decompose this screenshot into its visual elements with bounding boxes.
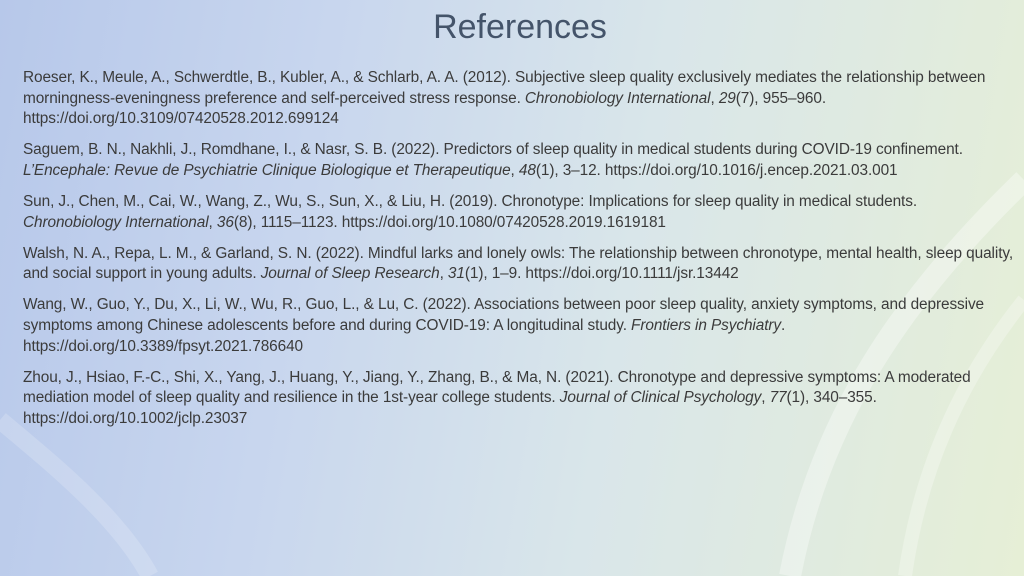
reference-item: Sun, J., Chen, M., Cai, W., Wang, Z., Wu, S., Sun, X., & Liu, H. (2019). Chronotype: Implications for sleep quality in medical students. Chronobiology International, 36(8), 1115–1123. https://doi.org/10.1080/07420528.2019.1619181 — [23, 192, 917, 231]
reference-item: Walsh, N. A., Repa, L. M., & Garland, S. N. (2022). Mindful larks and lonely owls: The relationship between chronotype, mental health, sleep quality, and social support in young adults. Journal of Sleep Research, 31(1), 1–9. https://doi.org/10.1111/jsr.13442 — [23, 244, 1013, 283]
reference-item: Zhou, J., Hsiao, F.-C., Shi, X., Yang, J., Huang, Y., Jiang, Y., Zhang, B., & Ma, N. (2021). Chronotype and depressive symptoms: A moderated mediation model of sleep quality and resilience in the 1st-year college students. Journal of Clinical Psychology, 77(1), 340–355. https://doi.org/10.1002/jclp.23037 — [23, 368, 971, 427]
reference-item: Wang, W., Guo, Y., Du, X., Li, W., Wu, R., Guo, L., & Lu, C. (2022). Associations between poor sleep quality, anxiety symptoms, and depressive symptoms among Chinese adolescents before and during COVID-19: A longitudinal study. Frontiers in Psychiatry. https://doi.org/10.3389/fpsyt.2021.786640 — [23, 296, 985, 355]
reference-item: Roeser, K., Meule, A., Schwerdtle, B., Kubler, A., & Schlarb, A. A. (2012). Subjective sleep quality exclusively mediates the relationship between morningness-eveningness preference and self-perceived stress response. Chronobiology International, 29(7), 955–960. https://doi.org/10.3109/07420528.2012.699124 — [23, 69, 986, 128]
reference-item: Saguem, B. N., Nakhli, J., Romdhane, I., & Nasr, S. B. (2022). Predictors of sleep quality in medical students during COVID-19 confinement. L’Encephale: Revue de Psychiatrie Clinique Biologique et Therapeutique, 48(1), 3–12. https://doi.org/10.1016/j.encep.2021.03.001 — [23, 141, 963, 179]
reference-list — [23, 68, 1013, 440]
page-title: References — [433, 8, 607, 46]
